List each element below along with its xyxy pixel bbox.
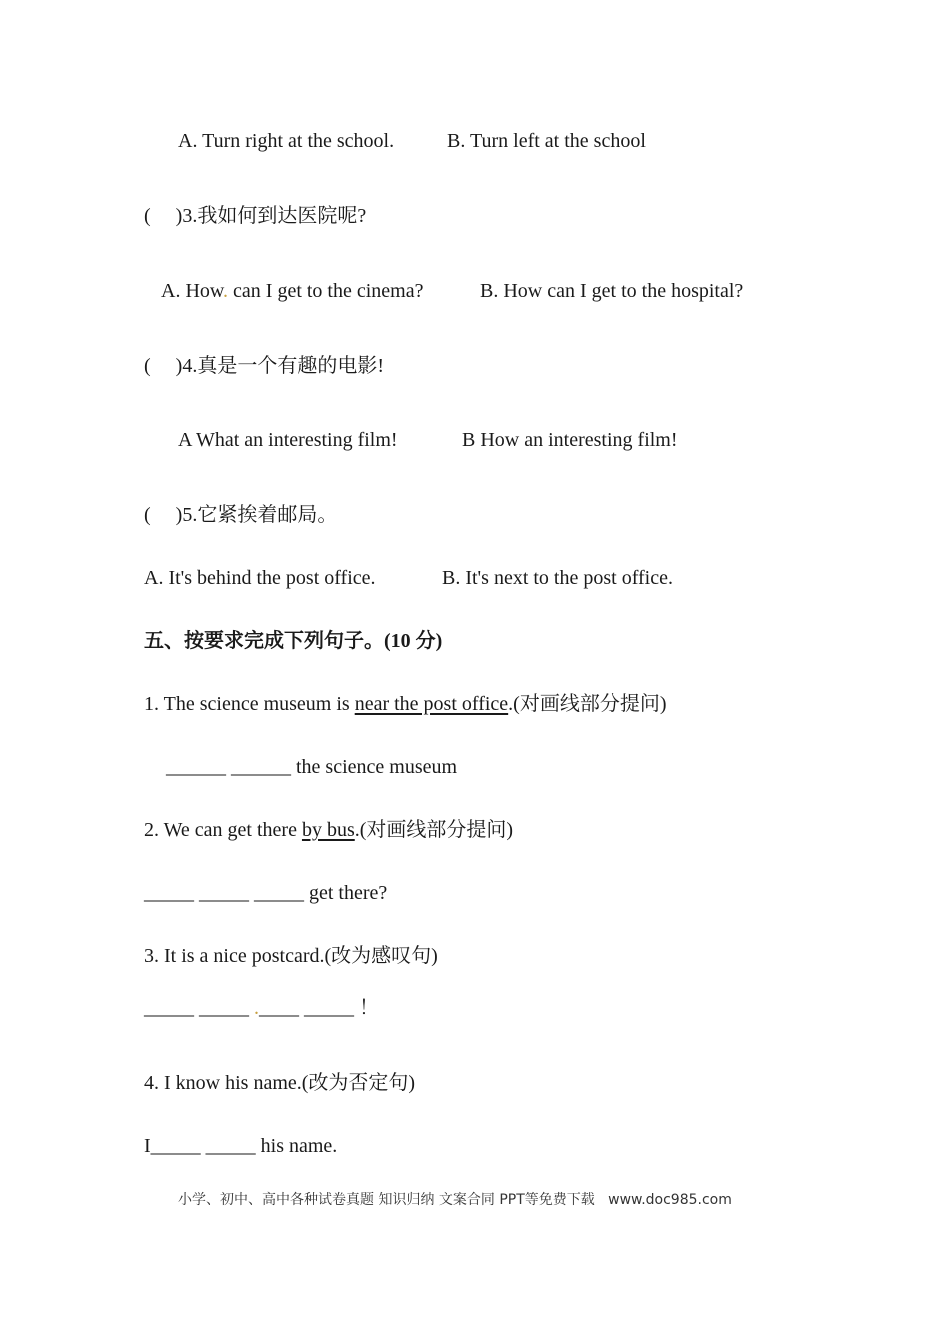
s2-post: .(对画线部分提问) (354, 819, 514, 841)
highlight-dot-icon: . (254, 997, 259, 1019)
s3-answer-post: ____ _____ ！ (259, 997, 379, 1019)
s1-stem (144, 691, 667, 717)
s1-answer: ______ ______ the science museum (166, 756, 458, 778)
q5-stem: ( )5.它紧挨着邮局。 (144, 504, 338, 526)
q3-option-b: B. How can I get to the hospital? (480, 280, 744, 302)
q3-option-a (161, 278, 424, 304)
highlight-dot-icon: . (223, 280, 229, 302)
q3-option-a-pre: A. How (161, 280, 224, 302)
s4-answer: I_____ _____ his name. (144, 1135, 338, 1157)
s3-stem: 3. It is a nice postcard.(改为感叹句) (144, 945, 438, 967)
q5-option-a: A. It's behind the post office. (144, 567, 376, 589)
q4-stem: ( )4.真是一个有趣的电影! (144, 355, 384, 377)
q3-option-a-post: can I get to the cinema? (228, 280, 424, 302)
s4-stem: 4. I know his name.(改为否定句) (144, 1072, 416, 1094)
s3-answer-pre: _____ _____ (144, 997, 254, 1019)
s1-underlined: near the post office (354, 693, 509, 715)
s2-pre: 2. We can get there (144, 819, 302, 841)
q3-stem: ( )3.我如何到达医院呢? (144, 205, 367, 227)
s3-answer (144, 995, 379, 1021)
s2-underlined: by bus (301, 819, 355, 841)
s1-pre: 1. The science museum is (144, 693, 355, 715)
q4-option-b: B How an interesting film! (462, 429, 678, 451)
page-footer: 小学、初中、高中各种试卷真题 知识归纳 文案合同 PPT等免费下载 www.doc985.com (178, 1192, 732, 1208)
s2-stem (144, 817, 513, 843)
section5-heading: 五、按要求完成下列句子。(10 分) (144, 630, 443, 652)
q4-option-a: A What an interesting film! (178, 429, 398, 451)
s2-answer: _____ _____ _____ get there? (144, 882, 388, 904)
q2-option-a: A. Turn right at the school. (178, 130, 395, 152)
s1-post: .(对画线部分提问) (508, 693, 667, 715)
q2-option-b: B. Turn left at the school (447, 130, 646, 152)
q5-option-b: B. It's next to the post office. (442, 567, 673, 589)
